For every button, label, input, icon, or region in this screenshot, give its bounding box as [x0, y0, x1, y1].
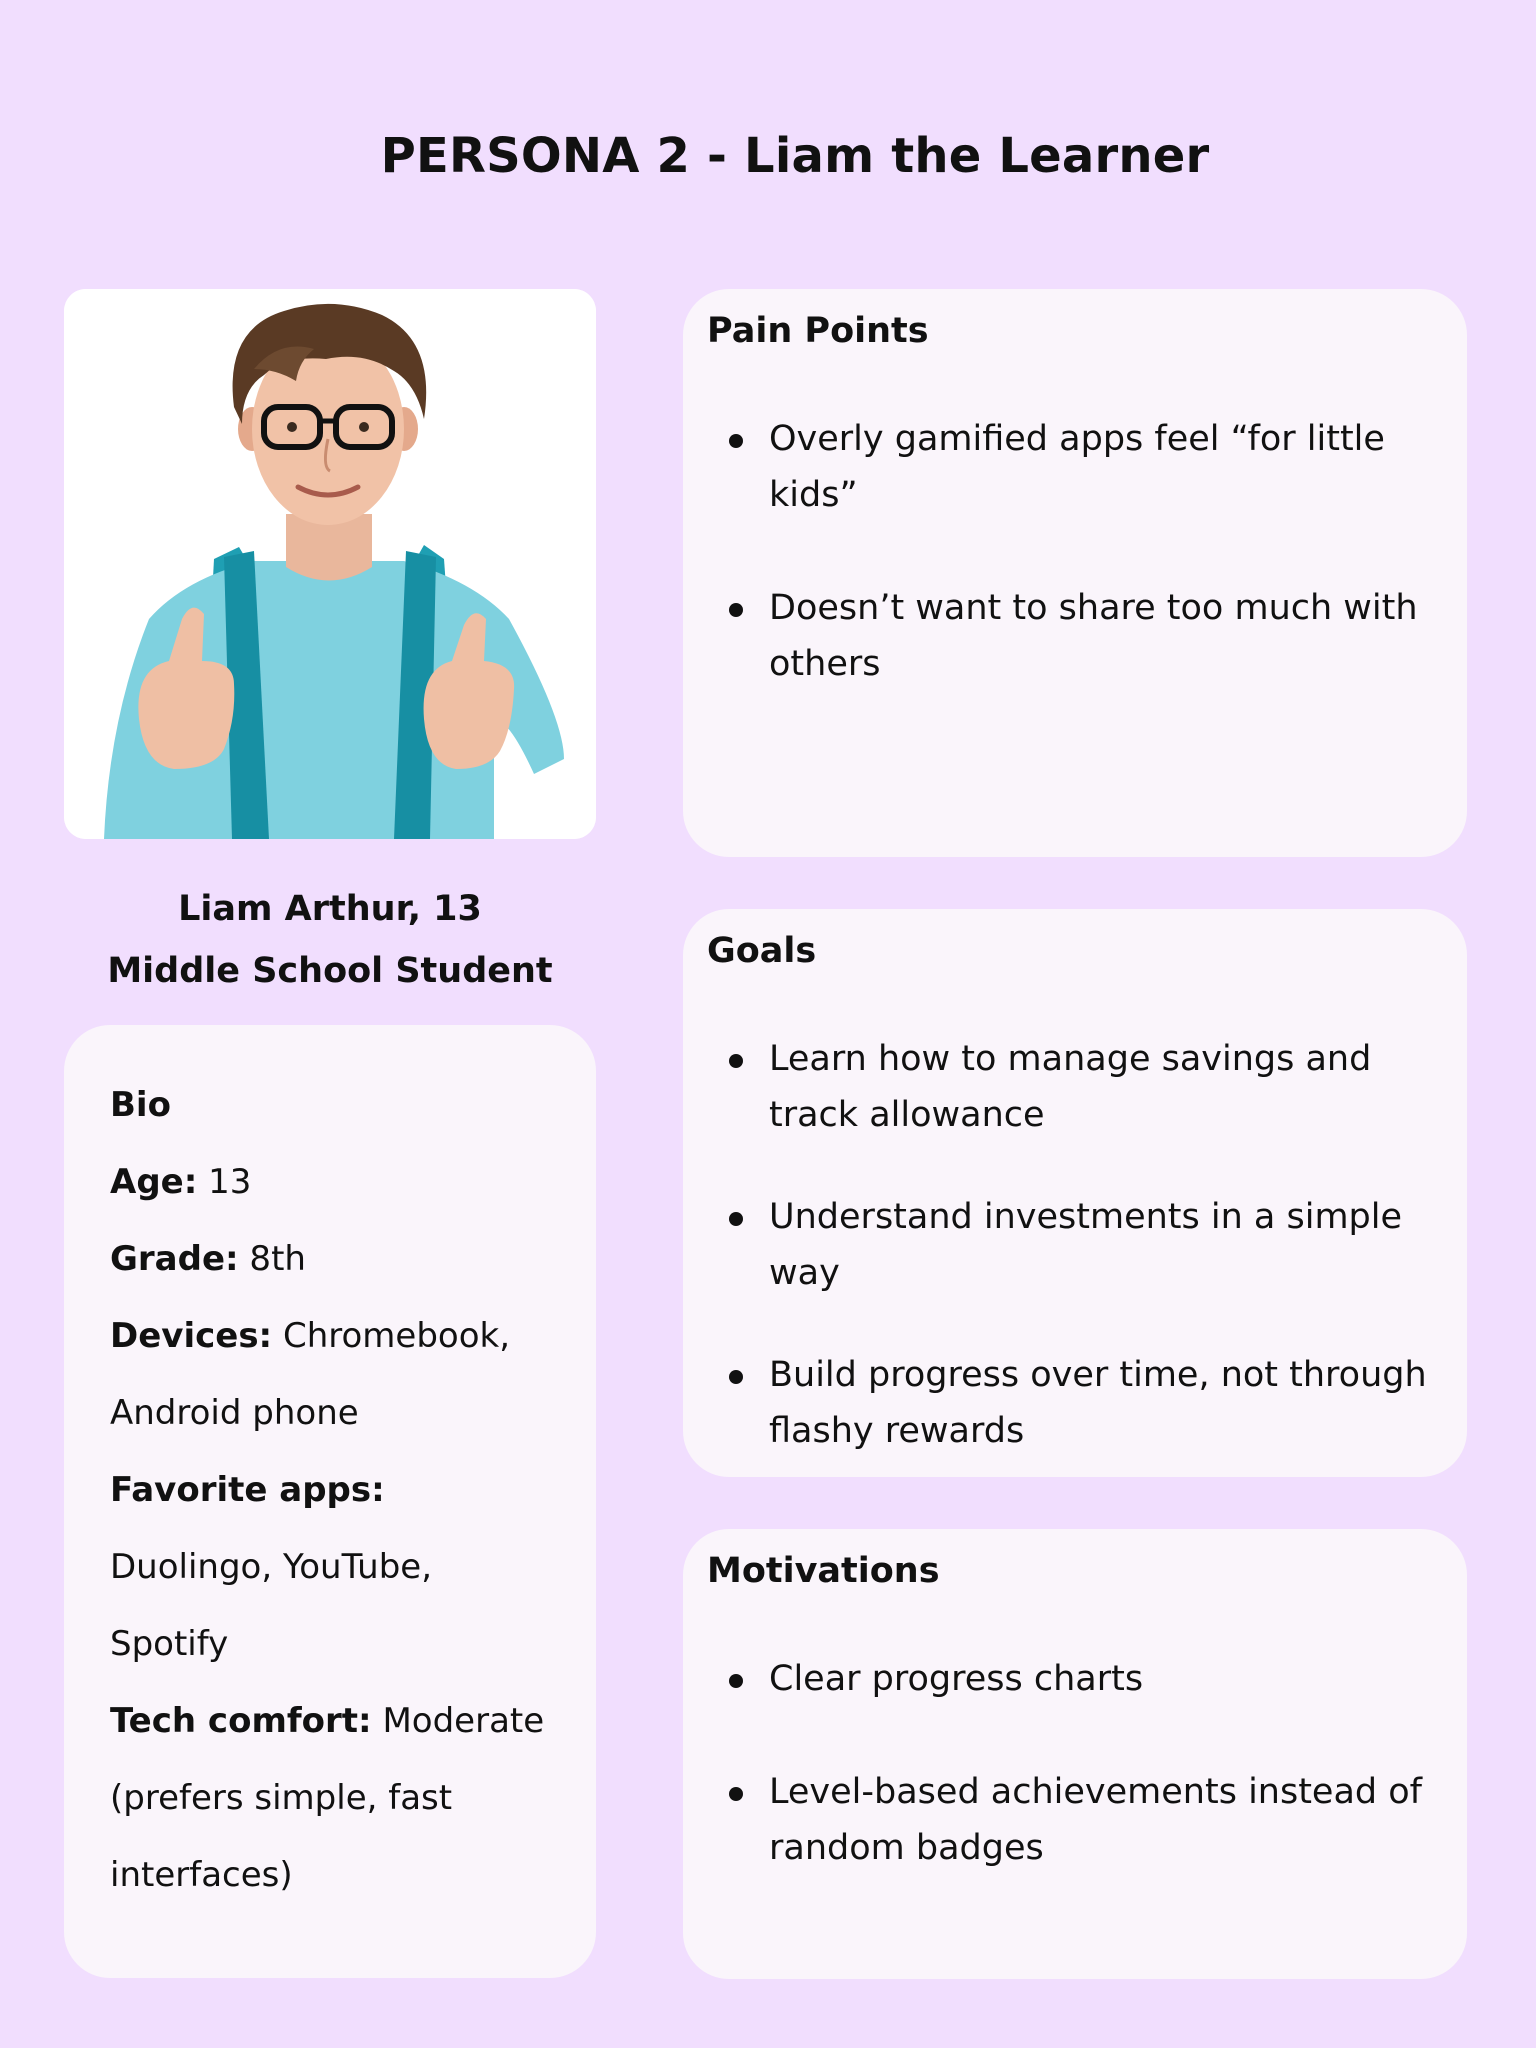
list-item-text: Build progress over time, not through flashy rewards: [769, 1355, 1427, 1451]
page-title: PERSONA 2 - Liam the Learner: [380, 128, 1210, 184]
list-item: [707, 1189, 1439, 1301]
bio-value: (prefers simple, fast: [110, 1778, 453, 1818]
list-item-text: Clear progress charts: [769, 1659, 1144, 1699]
motivations-list: [707, 1651, 1439, 1876]
list-item-text: Overly gamified apps feel “for little kids”: [769, 419, 1385, 515]
list-item: [707, 1651, 1439, 1707]
bio-row: [110, 1760, 576, 1837]
list-item-text: Learn how to manage savings and track allowance: [769, 1039, 1372, 1135]
bio-value: Spotify: [110, 1624, 229, 1664]
persona-photo: [64, 289, 596, 839]
bio-heading: Bio: [110, 1085, 171, 1125]
bullet-icon: [729, 603, 743, 617]
goals-heading: Goals: [707, 931, 817, 971]
bio-value: 8th: [238, 1239, 306, 1279]
list-item-text: Doesn’t want to share too much with others: [769, 588, 1418, 684]
student-portrait-icon: [64, 289, 596, 839]
goals-list: [707, 1031, 1439, 1459]
bio-value: Moderate: [371, 1701, 545, 1741]
list-item: [707, 1031, 1439, 1143]
bio-row: [110, 1452, 576, 1529]
bio-value: Duolingo, YouTube,: [110, 1547, 433, 1587]
bio-value: Chromebook,: [272, 1316, 511, 1356]
bio-row: [110, 1375, 576, 1452]
list-item: [707, 580, 1439, 692]
bullet-icon: [729, 1212, 743, 1226]
bio-row: [110, 1683, 576, 1760]
bio-row: [110, 1144, 576, 1221]
pain-points-panel: [683, 289, 1467, 857]
bullet-icon: [729, 1787, 743, 1801]
bio-value: 13: [197, 1162, 252, 1202]
list-item-text: Understand investments in a simple way: [769, 1197, 1403, 1293]
bullet-icon: [729, 1054, 743, 1068]
persona-role: Middle School Student: [107, 951, 553, 991]
bio-row: [110, 1298, 576, 1375]
persona-caption: [64, 878, 596, 1002]
bio-label: Favorite apps:: [110, 1470, 385, 1510]
bio-row: [110, 1837, 576, 1914]
bio-row: [110, 1529, 576, 1606]
list-item: [707, 411, 1439, 523]
list-item: [707, 1347, 1439, 1459]
bio-row: [110, 1221, 576, 1298]
bullet-icon: [729, 1370, 743, 1384]
pain-points-list: [707, 411, 1439, 692]
motivations-panel: [683, 1529, 1467, 1979]
motivations-heading: Motivations: [707, 1551, 940, 1591]
goals-panel: [683, 909, 1467, 1477]
list-item: [707, 1764, 1439, 1876]
bio-label: Age:: [110, 1162, 198, 1202]
bio-label: Tech comfort:: [110, 1701, 372, 1741]
bio-row: [110, 1606, 576, 1683]
bio-label: Devices:: [110, 1316, 273, 1356]
list-item-text: Level-based achievements instead of random badges: [769, 1772, 1422, 1868]
bio-panel: [64, 1025, 596, 1978]
bullet-icon: [729, 434, 743, 448]
bio-label: Grade:: [110, 1239, 239, 1279]
bio-value: Android phone: [110, 1393, 359, 1433]
bio-value: interfaces): [110, 1855, 293, 1895]
pain-points-heading: Pain Points: [707, 311, 929, 351]
bullet-icon: [729, 1674, 743, 1688]
persona-name: Liam Arthur, 13: [178, 889, 482, 929]
